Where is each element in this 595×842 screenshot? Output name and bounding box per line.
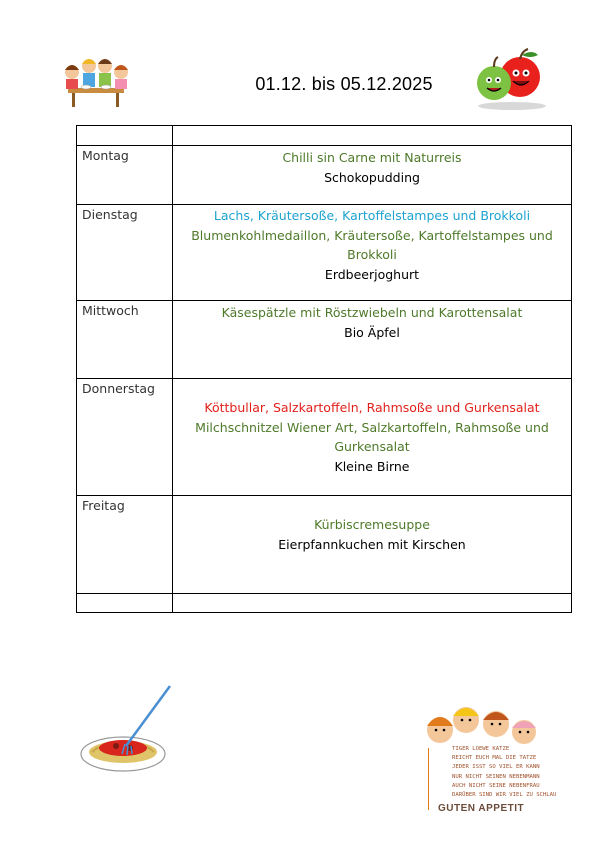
table-row — [77, 594, 572, 613]
meals-cell — [173, 594, 572, 613]
weekly-menu-table — [76, 125, 572, 613]
table-row-mittwoch — [77, 301, 572, 379]
dessert-line: Bio Äpfel — [344, 324, 400, 340]
poster-sign: GUTEN APPETIT — [438, 803, 525, 814]
meals-cell — [173, 126, 572, 146]
meal-line: Chilli sin Carne mit Naturreis — [282, 150, 462, 165]
poster-line: JEDER ISST SO VIEL ER KANN — [452, 764, 540, 771]
poster-edge — [428, 748, 429, 810]
meal-line: Milchschnitzel Wiener Art, Salzkartoffeln, Rahmsoße und Gurkensalat — [195, 419, 549, 454]
poster-line: NUR NICHT SEINEN NEBENMANN — [452, 773, 540, 780]
table-row-dienstag — [77, 205, 572, 301]
meals-mittwoch — [173, 301, 572, 379]
date-range: 01.12. bis 05.12.2025 — [255, 74, 433, 94]
meals-montag — [173, 146, 572, 205]
day-cell — [77, 594, 173, 613]
meal-line: Köttbullar, Salzkartoffeln, Rahmsoße und Gurkensalat — [204, 400, 540, 415]
spaghetti-illustration — [78, 684, 174, 780]
meal-line: Kürbiscremesuppe — [314, 517, 430, 532]
day-label-dienstag: Dienstag — [77, 205, 173, 301]
day-label-mittwoch: Mittwoch — [77, 301, 173, 379]
dessert-line: Kleine Birne — [334, 458, 410, 474]
meal-line: Blumenkohlmedaillon, Kräutersoße, Kartoffelstampes und Brokkoli — [191, 227, 553, 262]
dessert-line: Eierpfannkuchen mit Kirschen — [278, 536, 466, 552]
day-label-montag: Montag — [77, 146, 173, 205]
meals-freitag — [173, 496, 572, 594]
dessert-line: Schokopudding — [324, 169, 420, 185]
children-poster-illustration — [418, 702, 568, 820]
meal-line: Lachs, Kräutersoße, Kartoffelstampes und Brokkoli — [213, 208, 531, 223]
meal-line: Käsespätzle mit Röstzwiebeln und Karottensalat — [221, 305, 523, 320]
day-label-freitag: Freitag — [77, 496, 173, 594]
table-row-freitag — [77, 496, 572, 594]
table-row-donnerstag — [77, 379, 572, 496]
poster-line: AUCH NICHT SEINE NEBENFRAU — [452, 782, 540, 789]
apples-illustration — [472, 47, 550, 111]
day-cell — [77, 126, 173, 146]
table-row — [77, 126, 572, 146]
meals-dienstag — [173, 205, 572, 301]
meals-donnerstag — [173, 379, 572, 496]
poster-line: DARÜBER SIND WIR VIEL ZU SCHLAU — [452, 792, 557, 799]
poster-line: TIGER LOEWE KATZE — [452, 746, 510, 752]
dessert-line: Erdbeerjoghurt — [324, 266, 420, 282]
table-row-montag — [77, 146, 572, 205]
poster-line: REICHT EUCH MAL DIE TATZE — [452, 755, 537, 762]
day-label-donnerstag: Donnerstag — [77, 379, 173, 496]
